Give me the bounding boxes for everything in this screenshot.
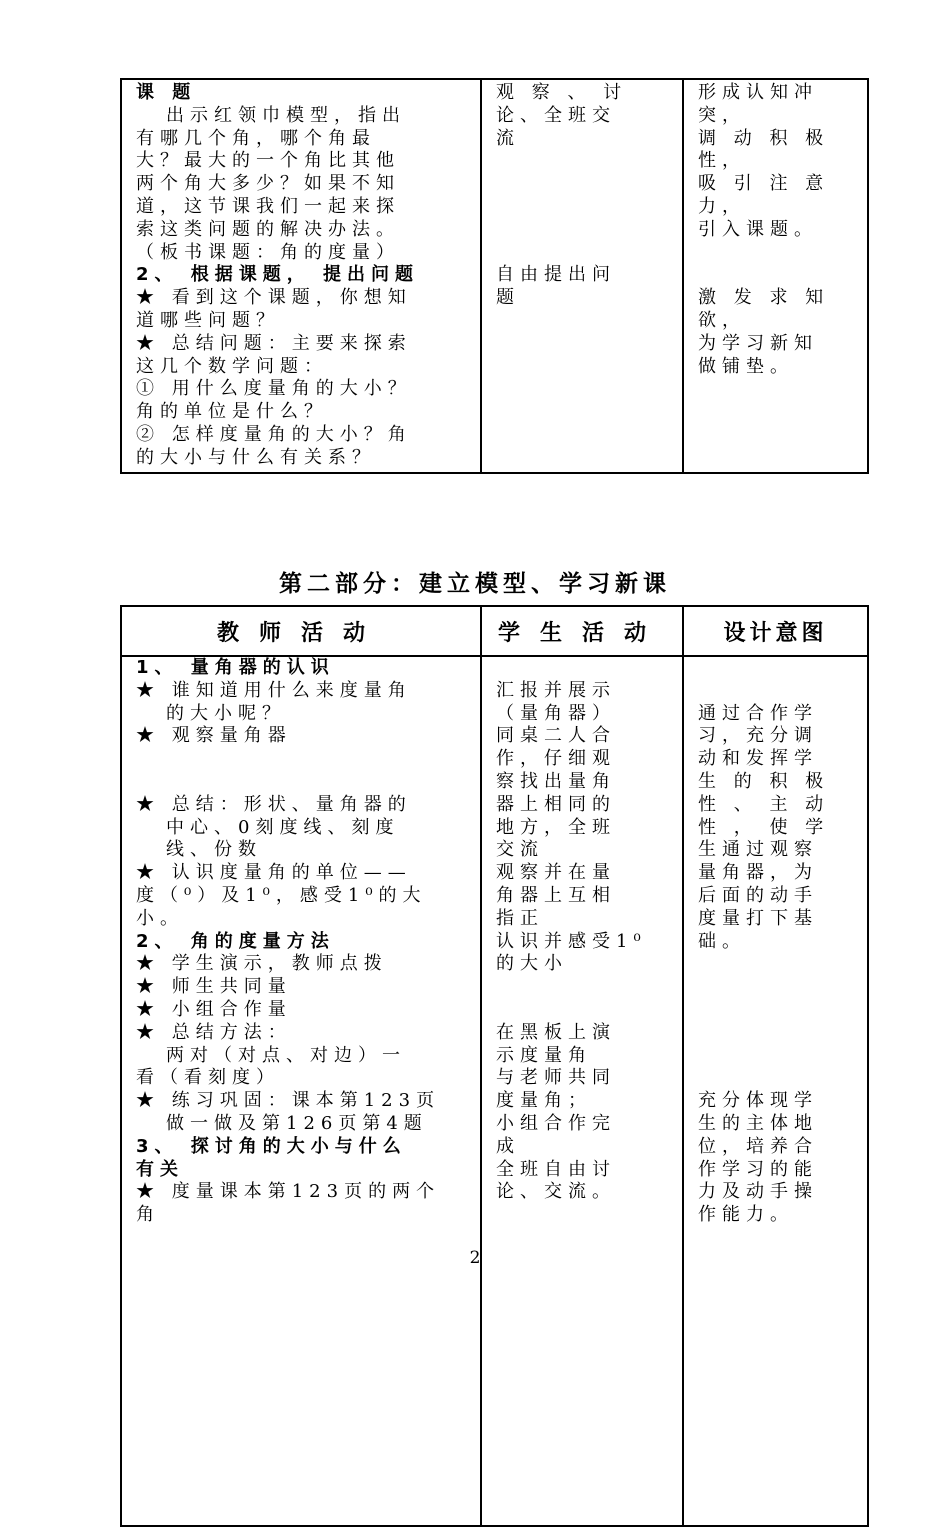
lesson-table [120,605,869,1527]
student-activity-cell [481,79,683,473]
text-line: 力及动手操 [698,1181,818,1203]
text-line: 道哪些问题？ [136,309,280,331]
text-line: 度量角； [496,1090,592,1112]
text-line: 认识并感受1⁰ [496,930,647,952]
text-line: 引入课题。 [698,218,818,240]
text-line: 性 ， 使 学 [698,816,830,838]
text-line: 题 [496,287,520,309]
text-line [496,150,668,173]
header-teacher-activity: 教师活动 [121,606,481,656]
text-line: 形成认知冲 [698,82,818,103]
text-line: 欲， [698,309,746,331]
text-line: 两个角大多少？如果不知 [136,173,400,195]
text-line: 生 的 积 极 [698,770,830,792]
text-line: 成 [496,1135,520,1157]
student-activity-cell [481,656,683,1526]
text-line: 力， [698,195,746,217]
text-line [496,173,668,196]
text-line [496,242,668,265]
teacher-activity-cell [121,79,481,473]
text-line: 激 发 求 知 [698,287,830,309]
text-line: （量角器） [496,702,616,724]
text-line: ★ 小组合作量 [136,998,292,1020]
text-line: 示度量角 [496,1044,592,1066]
text-line: 流 [496,127,520,149]
design-intent-cell [683,79,868,473]
text-line: 有关 [136,1158,184,1180]
section-title: 第二部分：建立模型、学习新课 [279,571,671,597]
text-line: 的大小呢？ [166,702,286,724]
text-line: 2、 角的度量方法 [136,930,335,952]
text-line [496,219,668,242]
lesson-table-continued [120,78,869,474]
text-line [496,999,668,1022]
text-line: 后面的动手 [698,884,818,906]
text-line: 出示红领巾模型，指出 [166,104,406,126]
text-line: 地方，全班 [496,816,616,838]
text-line: 作能力。 [698,1204,794,1226]
text-line: ★ 谁知道用什么来度量角 [136,679,412,701]
text-line: 小组合作完 [496,1112,616,1134]
text-line: 生的主体地 [698,1112,818,1134]
text-line: 观察并在量 [496,862,616,884]
text-line [698,657,853,680]
text-line: 论、交流。 [496,1181,616,1203]
text-line: ★ 总结方法： [136,1021,292,1043]
text-line: 索这类问题的解决办法。 [136,218,400,240]
text-line [698,999,853,1022]
text-line: ★ 度量课本第123页的两个 [136,1181,441,1203]
text-line: 角的单位是什么？ [136,401,328,423]
text-line: 位，培养合 [698,1135,818,1157]
table-row [121,79,868,473]
text-line: 交流 [496,839,544,861]
header-design-intent: 设计意图 [683,606,868,656]
text-line: 线、份数 [166,839,262,861]
text-line [496,657,668,680]
table-row [121,656,868,1526]
text-line: 做铺垫。 [698,355,794,377]
text-line: 小。 [136,907,184,929]
text-line [698,1067,853,1090]
text-line [698,1022,853,1045]
text-line: 这几个数学问题： [136,355,328,377]
text-line: 性 、 主 动 [698,793,830,815]
text-line: 充分体现学 [698,1090,818,1112]
text-line: 察找出量角 [496,770,616,792]
text-line: 突， [698,104,746,126]
text-line: 3、 探讨角的大小与什么 [136,1135,407,1157]
teacher-activity-cell [121,656,481,1526]
text-line: 2、 根据课题， 提出问题 [136,264,420,286]
text-line: 课 题 [136,82,197,103]
text-line: ★ 师生共同量 [136,976,292,998]
text-line: 做一做及第126页第4题 [166,1112,428,1134]
text-line: ★ 学生演示，教师点拨 [136,953,388,975]
text-line: （板书课题：角的度量） [136,241,400,263]
text-line: 指正 [496,907,544,929]
text-line: 的大小与什么有关系？ [136,446,376,468]
text-line [136,771,466,794]
text-line: 道，这节课我们一起来探 [136,195,400,217]
text-line: 调 动 积 极 [698,127,830,149]
text-line [496,976,668,999]
text-line: 大？最大的一个角比其他 [136,150,400,172]
text-line: 汇报并展示 [496,679,616,701]
page-number: 2 [469,1248,481,1268]
text-line: 器上相同的 [496,793,616,815]
text-line: 两对（对点、对边）一 [166,1044,406,1066]
text-line [698,242,853,265]
text-line: ① 用什么度量角的大小？ [136,378,412,400]
text-line: 生通过观察 [698,839,818,861]
text-line: ★ 总结问题：主要来探索 [136,332,412,354]
text-line: ★ 认识度量角的单位—— [136,862,412,884]
text-line: ★ 看到这个课题，你想知 [136,287,412,309]
text-line: 作，仔细观 [496,748,616,770]
text-line [698,953,853,976]
text-line [698,1045,853,1068]
text-line: 的大小 [496,953,568,975]
text-line: 性， [698,150,746,172]
text-line [136,748,466,771]
text-line: ② 怎样度量角的大小？角 [136,423,412,445]
text-line: 同桌二人合 [496,725,616,747]
text-line: 础。 [698,930,746,952]
text-line: 量角器，为 [698,862,818,884]
text-line: 度量打下基 [698,907,818,929]
text-line: 中心、0刻度线、刻度 [166,816,400,838]
text-line: ★ 总结：形状、量角器的 [136,793,412,815]
text-line: 有哪几个角，哪个角最 [136,127,376,149]
text-line [698,680,853,703]
text-line: ★ 观察量角器 [136,725,292,747]
header-student-activity: 学生活动 [481,606,683,656]
text-line: 度（⁰）及1⁰，感受1⁰的大 [136,884,427,906]
text-line: 看（看刻度） [136,1067,280,1089]
text-line [698,976,853,999]
text-line: 为学习新知 [698,332,818,354]
text-line: 角器上互相 [496,884,616,906]
text-line: 通过合作学 [698,702,818,724]
text-line: 吸 引 注 意 [698,173,830,195]
text-line [496,196,668,219]
text-line: 习，充分调 [698,725,818,747]
text-line [698,264,853,287]
text-line: 论、全班交 [496,104,616,126]
text-line: 1、 量角器的认识 [136,657,335,678]
text-line: 角 [136,1204,160,1226]
text-line: 与老师共同 [496,1067,616,1089]
design-intent-cell [683,656,868,1526]
text-line: 作学习的能 [698,1158,818,1180]
text-line: 在黑板上演 [496,1021,616,1043]
text-line: ★ 练习巩固：课本第123页 [136,1090,441,1112]
table-header-row [121,606,868,656]
text-line: 自由提出问 [496,264,616,286]
text-line: 观 察 、 讨 [496,82,628,103]
text-line: 动和发挥学 [698,748,818,770]
text-line: 全班自由讨 [496,1158,616,1180]
